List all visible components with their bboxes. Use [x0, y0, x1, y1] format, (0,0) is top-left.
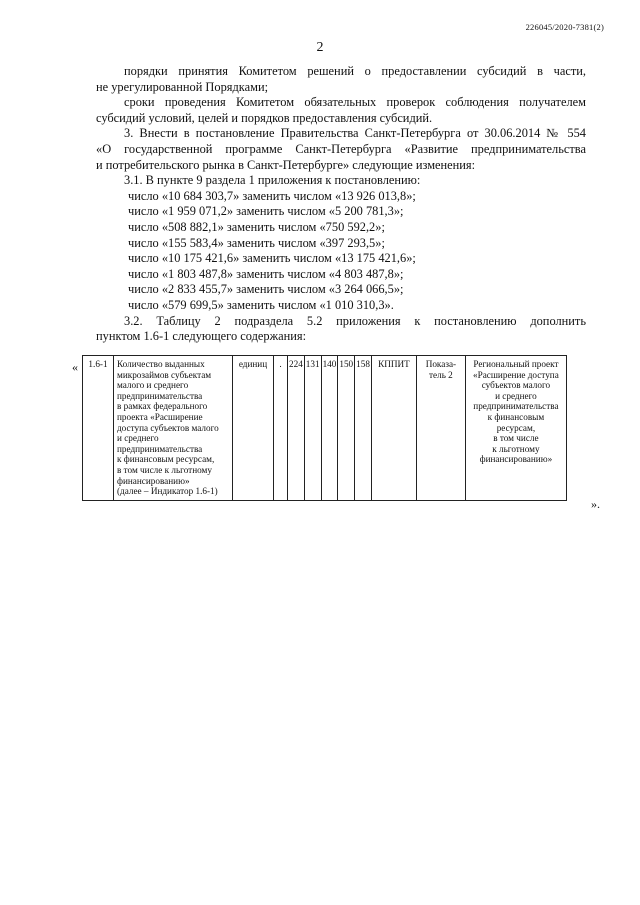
replacement-line: число «579 699,5» заменить числом «1 010 310,3».: [128, 297, 394, 312]
project-line: ресурсам,: [496, 422, 536, 433]
replacement-line: число «2 833 455,7» заменить числом «3 264 066,5»;: [128, 282, 404, 297]
replacement-line: число «10 175 421,6» заменить числом «13 175 421,6»;: [128, 251, 416, 266]
paragraph-line: 3.1. В пункте 9 раздела 1 приложения к постановлению:: [124, 173, 421, 188]
indicator-table: [82, 355, 567, 501]
project-line: предпринимательства: [473, 401, 559, 412]
document-id: 226045/2020-7381(2): [525, 22, 604, 32]
indicator-type-line: тель 2: [429, 369, 453, 380]
replacement-line: число «1 959 071,2» заменить числом «5 200 781,3»;: [128, 204, 404, 219]
source-cell: КППИТ: [371, 356, 416, 501]
indicator-name-line: микрозаймов субъектам: [117, 369, 212, 380]
indicator-name: [114, 356, 233, 501]
project-line: в том числе: [493, 433, 539, 444]
indicator-type-cell: [416, 356, 465, 501]
indicator-name-line: предпринимательства: [117, 390, 203, 401]
indicator-name-line: проекта «Расширение: [117, 411, 203, 422]
paragraph-line: сроки проведения Комитетом обязательных проверок соблюдения получателем: [124, 95, 586, 110]
indicator-name-line: малого и среднего: [117, 380, 189, 391]
table-row: [83, 356, 567, 501]
indicator-name-line: в рамках федерального: [117, 401, 208, 412]
replacement-line: число «1 803 487,8» заменить числом «4 803 487,8»;: [128, 266, 404, 281]
value-cell: 150: [338, 356, 355, 501]
indicator-name-line: в том числе к льготному: [117, 464, 212, 475]
paragraph-line: не урегулированной Порядками;: [96, 79, 269, 94]
unit-cell: единиц: [233, 356, 274, 501]
value-cell: .: [274, 356, 288, 501]
paragraph-line: порядки принятия Комитетом решений о предоставлении субсидий в части,: [124, 64, 586, 78]
replacement-line: число «10 684 303,7» заменить числом «13 926 013,8»;: [128, 188, 416, 203]
indicator-name-line: к финансовым ресурсам,: [117, 454, 215, 465]
value-cell: 131: [304, 356, 321, 501]
project-cell: [465, 356, 566, 501]
indicator-name-line: финансированию»: [117, 475, 190, 486]
indicator-name-line: Количество выданных: [117, 359, 205, 369]
quote-open: «: [72, 360, 78, 374]
paragraph-line: и потребительского рынка в Санкт-Петербурге» следующие изменения:: [96, 157, 476, 172]
page-number: 2: [316, 40, 324, 55]
project-line: финансированию»: [479, 454, 553, 465]
indicator-number: 1.6-1: [83, 356, 114, 501]
value-cell: 140: [321, 356, 338, 501]
indicator-name-line: (далее – Индикатор 1.6-1): [117, 486, 218, 497]
value-cell: 224: [288, 356, 305, 501]
project-line: и среднего: [495, 390, 537, 401]
paragraph-line: «О государственной программе Санкт-Петербурга «Развитие предпринимательства: [96, 141, 586, 156]
project-line: к финансовым: [487, 411, 545, 422]
paragraph-line: субсидий условий, целей и порядков предоставления субсидий.: [96, 110, 433, 125]
project-line: Региональный проект: [473, 359, 559, 369]
project-line: к льготному: [492, 443, 540, 454]
indicator-name-line: предпринимательства: [117, 443, 203, 454]
indicator-name-line: доступа субъектов малого: [117, 422, 219, 433]
indicator-name-line: и среднего: [117, 433, 159, 444]
project-line: субъектов малого: [481, 380, 551, 391]
indicator-type-line: Показа-: [425, 359, 457, 369]
paragraph-line: 3. Внести в постановление Правительства Санкт-Петербурга от 30.06.2014 № 554: [124, 126, 586, 141]
value-cell: 158: [355, 356, 372, 501]
document-body: [96, 64, 586, 345]
project-line: «Расширение доступа: [473, 369, 559, 380]
replacement-line: число «508 882,1» заменить числом «750 592,2»;: [128, 219, 385, 234]
quote-close: ».: [591, 497, 600, 511]
paragraph-line: 3.2. Таблицу 2 подраздела 5.2 приложения к постановлению дополнить: [124, 313, 586, 328]
replacement-line: число «155 583,4» заменить числом «397 293,5»;: [128, 235, 385, 250]
paragraph-line: пунктом 1.6-1 следующего содержания:: [96, 329, 307, 344]
